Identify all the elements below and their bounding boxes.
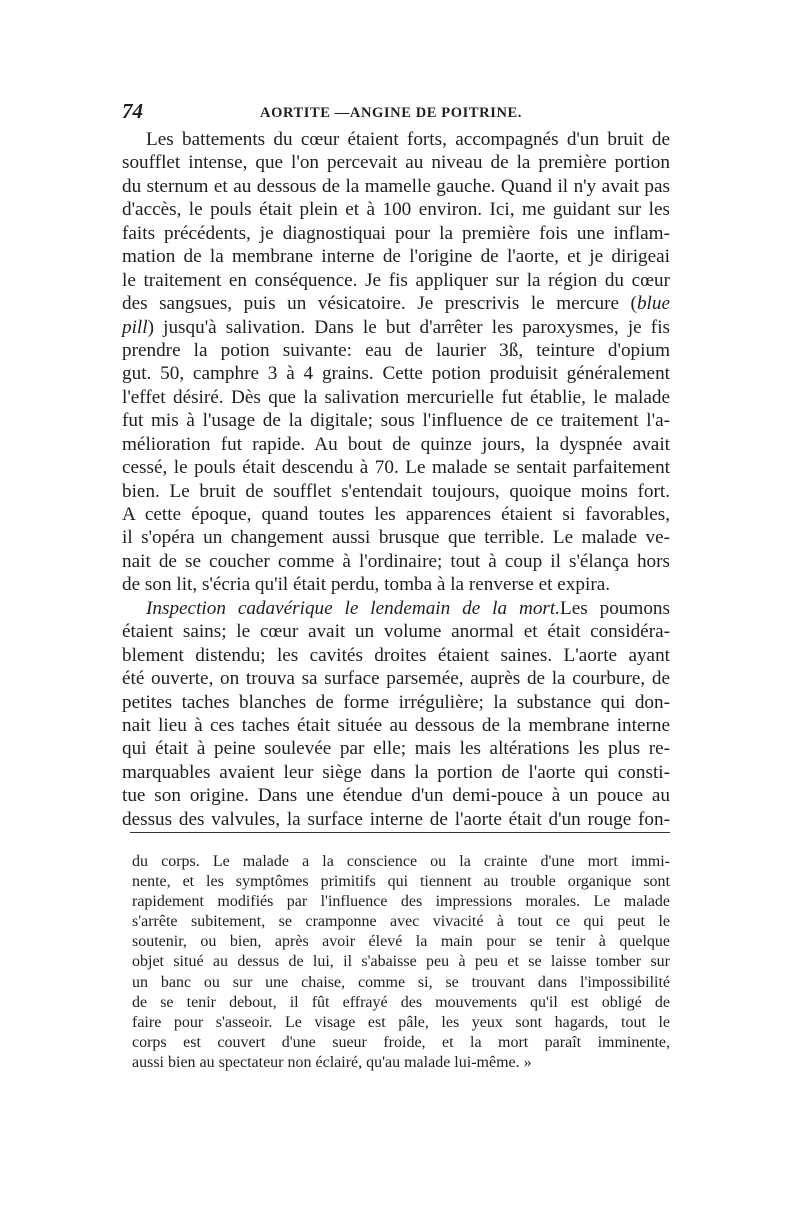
paragraph-1 xyxy=(122,128,670,597)
footnote-line: aussi bien au spectateur non éclairé, qu'au malade lui-même. » xyxy=(132,1053,532,1071)
footnote-line: de se tenir debout, il fût effrayé des mouvements qu'il est obligé de xyxy=(132,993,670,1011)
italic-term: pill xyxy=(122,316,148,338)
page-number: 74 xyxy=(122,99,143,123)
main-text xyxy=(122,128,670,831)
text-line: nait de se coucher comme à l'ordinaire; tout à coup il s'élança hors xyxy=(122,550,670,572)
text-line: gut. 50, camphre 3 à 4 grains. Cette potion produisit généralement xyxy=(122,363,670,385)
text-line: fut mis à l'usage de la digitale; sous l'influence de ce traitement l'a- xyxy=(122,410,670,432)
text-line: l'effet désiré. Dès que la salivation mercurielle fut établie, le malade xyxy=(122,386,670,408)
text-line xyxy=(122,597,670,620)
footnote-line: s'arrête subitement, se cramponne avec vivacité à tout ce qui peut le xyxy=(132,913,670,931)
footnote-line: corps est couvert d'une sueur froide, et la mort paraît imminente, xyxy=(132,1033,670,1051)
text-line: étaient sains; le cœur avait un volume anormal et était considéra- xyxy=(122,621,670,643)
text-line xyxy=(122,316,670,339)
text-line: petites taches blanches de forme irrégulière; la substance qui don- xyxy=(122,691,670,713)
text-line: soufflet intense, que l'on percevait au niveau de la première portion xyxy=(122,152,670,174)
text-line: dessus des valvules, la surface interne de l'aorte était d'un rouge fon- xyxy=(122,808,670,830)
text-line: cessé, le pouls était descendu à 70. Le malade se sentait parfaitement xyxy=(122,457,670,479)
text-line: Les battements du cœur étaient forts, accompagnés d'un bruit de xyxy=(146,129,670,150)
text-line: mation de la membrane interne de l'origine de l'aorte, et je dirigeai xyxy=(122,246,670,268)
text-line: blement distendu; les cavités droites étaient saines. L'aorte ayant xyxy=(122,644,670,666)
text-line xyxy=(122,292,670,315)
text-line: mélioration fut rapide. Au bout de quinze jours, la dyspnée avait xyxy=(122,433,670,455)
footnote-line: un banc ou sur une chaise, comme si, se trouvant dans l'impossibilité xyxy=(132,973,670,991)
section-heading-italic: Inspection cadavérique le lendemain de la mort. xyxy=(146,597,561,619)
text-run: des sangsues, puis un vésicatoire. Je prescrivis le mercure ( xyxy=(122,293,637,315)
text-line: nait lieu à ces taches était située au dessous de la membrane interne xyxy=(122,714,670,736)
footnote xyxy=(132,852,670,1073)
italic-term: blue xyxy=(636,293,670,315)
page-header xyxy=(122,98,670,124)
footnote-line: soutenir, ou bien, après avoir élevé la main pour se tenir à quelque xyxy=(132,933,670,951)
text-line: d'accès, le pouls était plein et à 100 environ. Ici, me guidant sur les xyxy=(122,199,670,221)
footnote-line: rapidement modifiés par l'influence des impressions morales. Le malade xyxy=(132,893,670,911)
text-line: le traitement en conséquence. Je fis appliquer sur la région du cœur xyxy=(122,269,670,291)
footnote-line: nente, et les symptômes primitifs qui tiennent au trouble organique sont xyxy=(132,873,670,891)
running-title: AORTITE —ANGINE DE POITRINE. xyxy=(260,105,523,121)
text-line: il s'opéra un changement aussi brusque que terrible. Le malade ve- xyxy=(122,527,670,549)
footnote-line: objet situé au dessus de lui, il s'abaisse peu à peu et se laisse tomber sur xyxy=(132,953,670,971)
text-line: tue son origine. Dans une étendue d'un demi-pouce à un pouce au xyxy=(122,785,670,807)
text-line: qui était à peine soulevée par elle; mais les altérations les plus re- xyxy=(122,738,670,760)
text-line: bien. Le bruit de soufflet s'entendait toujours, quoique moins fort. xyxy=(122,480,670,502)
text-run: Les poumons xyxy=(560,597,670,619)
text-line: prendre la potion suivante: eau de laurier 3ß, teinture d'opium xyxy=(122,339,670,361)
text-run: ) jusqu'à salivation. Dans le but d'arrêter les paroxysmes, je fis xyxy=(147,316,670,338)
footnote-separator xyxy=(130,832,670,833)
text-line: été ouverte, on trouva sa surface parsemée, auprès de la courbure, de xyxy=(122,668,670,690)
paragraph-2 xyxy=(122,597,670,831)
footnote-line: du corps. Le malade a la conscience ou la crainte d'une mort immi- xyxy=(132,853,670,870)
text-line: du sternum et au dessous de la mamelle gauche. Quand il n'y avait pas xyxy=(122,175,670,197)
text-line: A cette époque, quand toutes les apparences étaient si favorables, xyxy=(122,504,670,525)
text-line: marquables avaient leur siège dans la portion de l'aorte qui consti- xyxy=(122,761,670,783)
footnote-line: faire pour s'asseoir. Le visage est pâle, les yeux sont hagards, tout le xyxy=(132,1013,670,1031)
text-line: de son lit, s'écria qu'il était perdu, tomba à la renverse et expira. xyxy=(122,574,611,596)
text-line: faits précédents, je diagnostiquai pour la première fois une inflam- xyxy=(122,222,670,244)
